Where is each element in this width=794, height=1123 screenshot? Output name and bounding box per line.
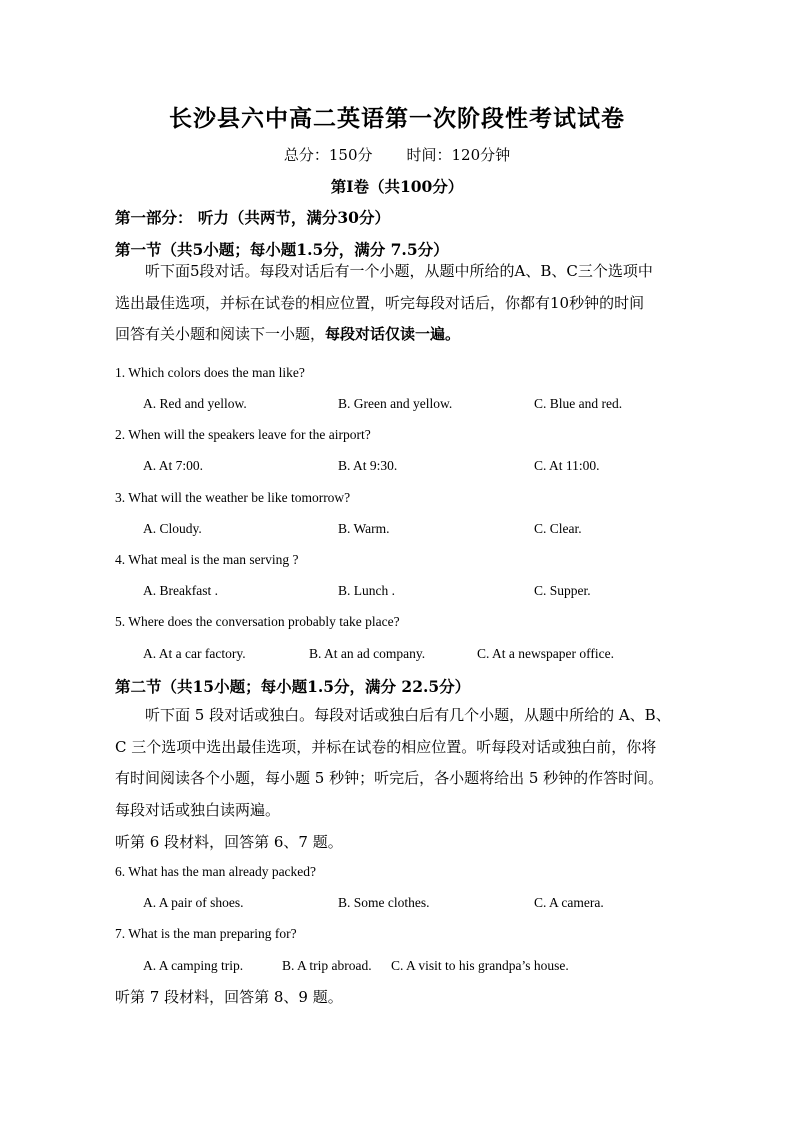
section2-heading: 第二节（共15小题；每小题1.5分，满分 22.5分） [115,677,471,696]
option-c: C. A camera. [534,895,604,910]
options-3 [143,521,703,539]
instruction-line: 听下面5段对话。每段对话后有一个小题，从题中所给的A、B、C三个选项中 [145,262,653,280]
instruction-line: 有时间阅读各个小题，每小题 5 秒钟；听完后，各小题将给出 5 秒钟的作答时间。 [115,769,664,787]
option-b: B. Warm. [338,521,390,536]
question-4: 4. What meal is the man serving ? [115,552,299,567]
option-b: B. Some clothes. [338,895,430,910]
option-a: A. Cloudy. [143,521,202,536]
exam-info [0,144,794,165]
part1-heading: 第一部分： 听力（共两节，满分30分） [115,208,390,227]
options-7 [143,958,703,976]
material-6-note: 听第 6 段材料，回答第 6、7 题。 [115,833,343,851]
options-1 [143,396,703,414]
instruction-emphasis: 每段对话仅读一遍。 [325,325,461,343]
option-c: C. At a newspaper office. [477,646,614,661]
option-a: A. At 7:00. [143,458,204,473]
option-a: A. Red and yellow. [143,396,247,411]
section1-heading: 第一节（共5小题；每小题1.5分，满分 7.5分） [115,240,449,259]
instruction-line: 选出最佳选项，并标在试卷的相应位置，听完每段对话后，你都有10秒钟的时间 [115,293,645,312]
option-a: A. A camping trip. [143,958,244,973]
total-score: 总分：150分 [283,146,373,164]
instruction-line: 回答有关小题和阅读下一小题，每段对话仅读一遍。 [115,325,461,343]
option-b: B. Lunch . [338,583,395,598]
option-b: B. At an ad company. [309,646,426,661]
question-2: 2. When will the speakers leave for the airport? [115,427,371,442]
question-3: 3. What will the weather be like tomorrow? [115,490,351,505]
question-7: 7. What is the man preparing for? [115,926,297,941]
option-b: B. Green and yellow. [338,396,453,411]
options-6 [143,895,703,913]
question-6: 6. What has the man already packed? [115,864,317,879]
option-c: C. Supper. [534,583,591,598]
volume-heading: 第I卷（共100分） [330,177,464,196]
option-a: A. At a car factory. [143,646,246,661]
options-2 [143,458,703,476]
option-b: B. A trip abroad. [282,958,372,973]
option-c: C. Clear. [534,521,582,536]
instruction-line: 听下面 5 段对话或独白。每段对话或独白后有几个小题，从题中所给的 A、B、 [145,706,671,724]
page-title: 长沙县六中高二英语第一次阶段性考试试卷 [169,105,625,132]
instruction-line: 每段对话或独白读两遍。 [115,800,281,819]
material-7-note: 听第 7 段材料，回答第 8、9 题。 [115,988,343,1006]
option-c: C. At 11:00. [534,458,600,473]
question-1: 1. Which colors does the man like? [115,365,305,380]
question-5: 5. Where does the conversation probably take place? [115,614,400,629]
options-4 [143,583,703,601]
instruction-line: C 三个选项中选出最佳选项，并标在试卷的相应位置。听每段对话或独白前，你将 [115,737,657,756]
section2-instructions [115,700,685,826]
option-b: B. At 9:30. [338,458,398,473]
option-a: A. Breakfast . [143,583,218,598]
option-c: C. A visit to his grandpa’s house. [391,958,569,973]
section1-instructions [115,256,685,351]
option-c: C. Blue and red. [534,396,623,411]
exam-time: 时间：120分钟 [406,146,511,164]
options-5 [143,646,703,664]
option-a: A. A pair of shoes. [143,895,244,910]
